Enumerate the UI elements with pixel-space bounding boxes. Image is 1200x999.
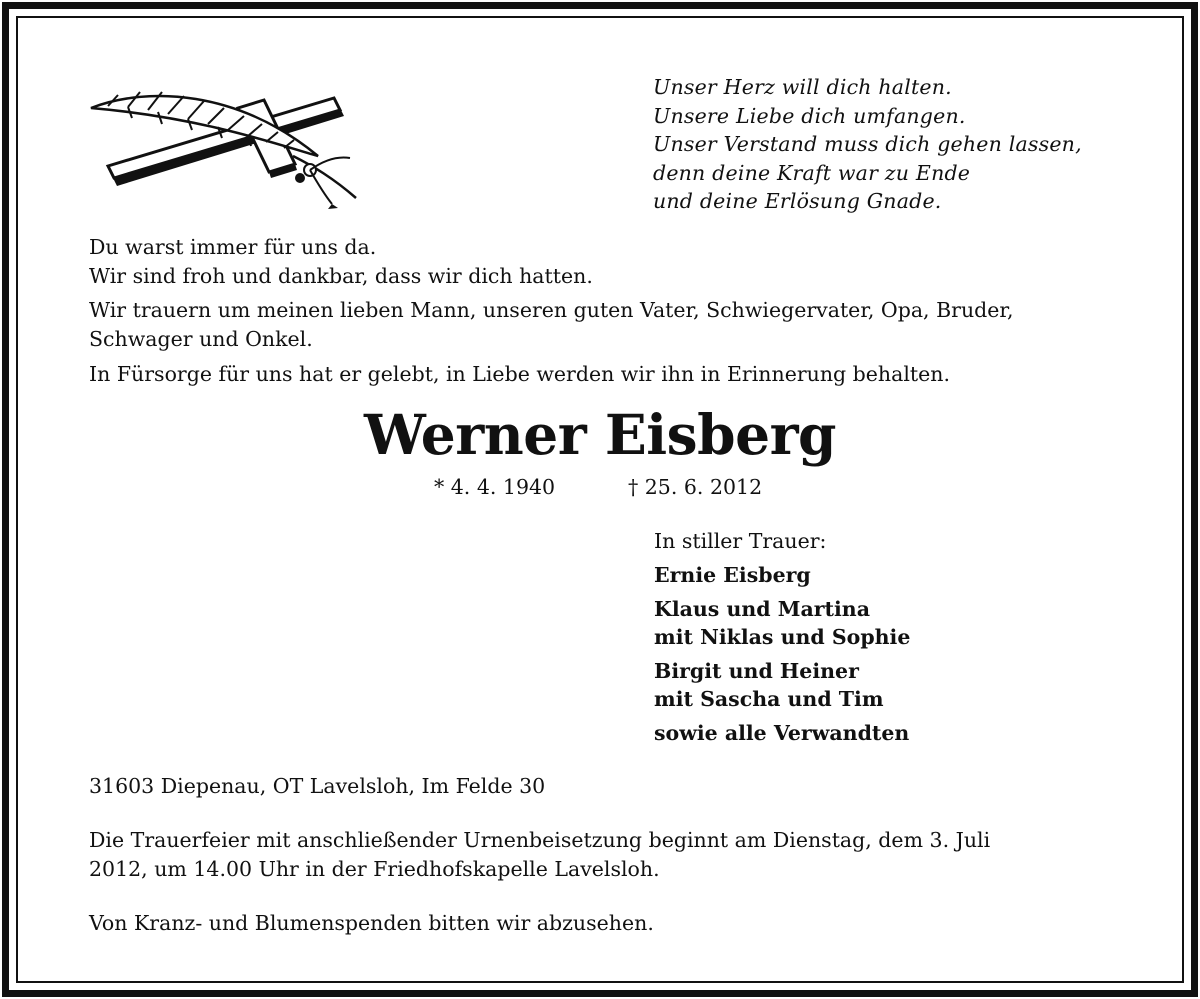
care-text: In Fürsorge für uns hat er gelebt, in Liebe werden wir ihn in Erinnerung behalten. [89,362,950,386]
mourner-family: Klaus und Martina [654,597,870,621]
mourner-family: mit Niklas und Sophie [654,625,911,649]
mourner-relatives: sowie alle Verwandten [654,721,910,745]
funeral-line: Die Trauerfeier mit anschließender Urnenbeisetzung beginnt am Dienstag, dem 3. Juli [89,828,991,852]
poem-line: denn deine Kraft war zu Ende [653,160,971,185]
poem-line: Unser Verstand muss dich gehen lassen, [653,132,1082,156]
mourner-family: mit Sascha und Tim [654,687,884,711]
mourning-line: Wir trauern um meinen lieben Mann, unseren guten Vater, Schwiegervater, Opa, Bruder, [89,298,1014,322]
flowers-note: Von Kranz- und Blumenspenden bitten wir abzusehen. [89,911,654,935]
mourning-text [89,296,1013,353]
death-date: † 25. 6. 2012 [628,475,763,499]
mourners-heading: In stiller Trauer: [654,529,827,553]
cross-with-palm-branch-icon [88,86,363,211]
address: 31603 Diepenau, OT Lavelsloh, Im Felde 30 [89,774,546,798]
mourner-wife: Ernie Eisberg [654,563,811,587]
birth-date: * 4. 4. 1940 [434,475,556,499]
poem-line: Unser Herz will dich halten. [653,75,952,99]
funeral-info [89,826,1109,883]
poem-line: Unsere Liebe dich umfangen. [653,103,966,128]
mourner-family: Birgit und Heiner [654,659,859,683]
intro-line: Du warst immer für uns da. [89,235,377,259]
deceased-name: Werner Eisberg [363,402,837,467]
funeral-line: 2012, um 14.00 Uhr in der Friedhofskapelle Lavelsloh. [89,856,660,881]
poem-line: und deine Erlösung Gnade. [653,189,942,213]
mourners-list [654,527,910,747]
intro-text [89,233,593,290]
memorial-poem [653,73,1082,216]
intro-line: Wir sind froh und dankbar, dass wir dich hatten. [89,263,593,288]
mourning-line: Schwager und Onkel. [89,326,313,351]
